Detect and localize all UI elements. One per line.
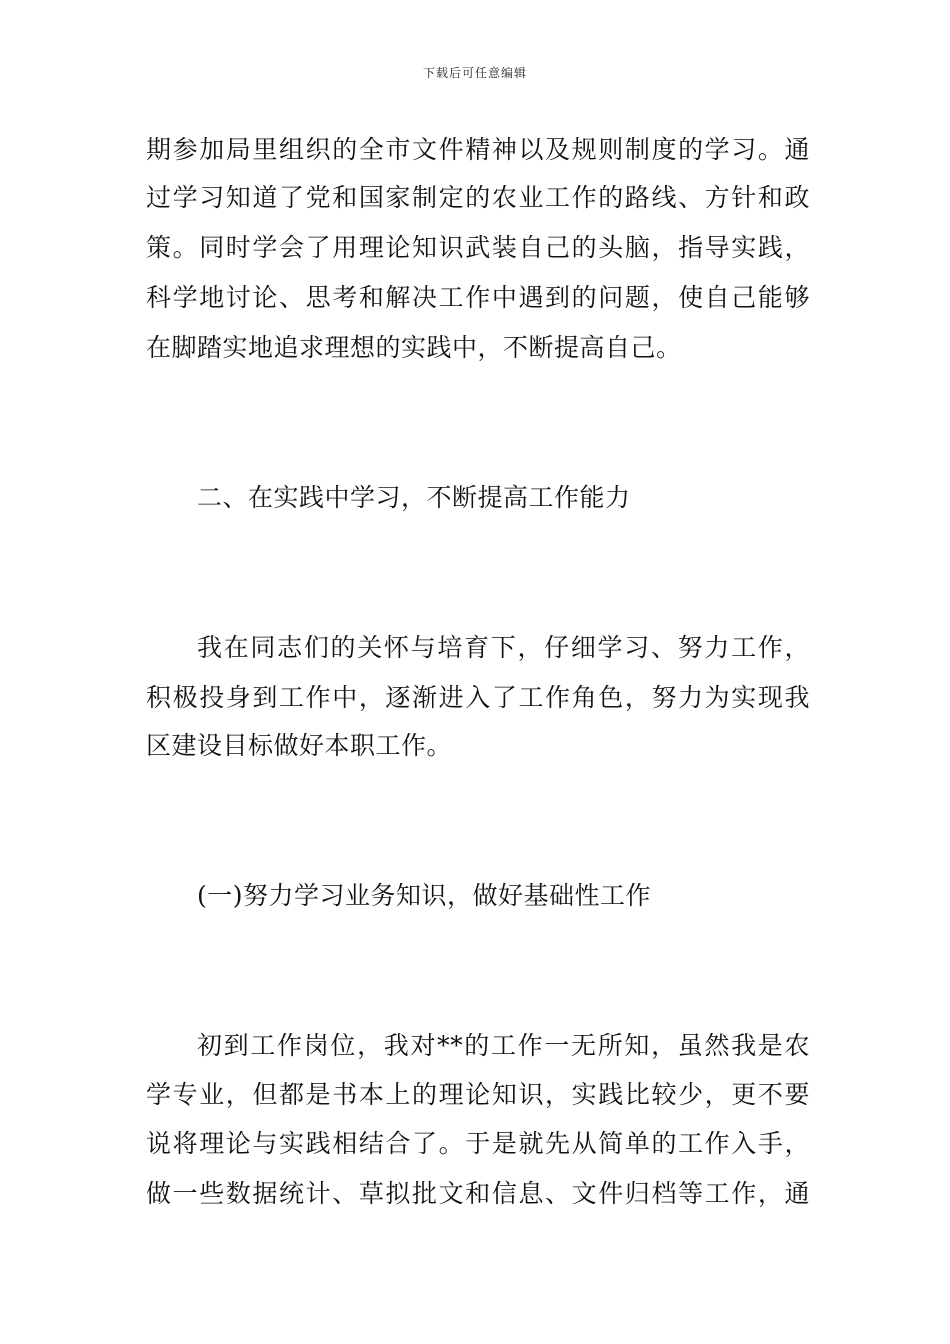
paragraph-line: 说将理论与实践相结合了。于是就先从简单的工作入手， (146, 1129, 810, 1158)
paragraph-line: 科学地讨论、思考和解决工作中遇到的问题，使自己能够 (146, 283, 810, 312)
paragraph-line: 我在同志们的关怀与培育下，仔细学习、努力工作， (197, 633, 810, 662)
page-header-note: 下载后可任意编辑 (422, 66, 527, 80)
paragraph-line: 初到工作岗位，我对**的工作一无所知，虽然我是农 (197, 1031, 810, 1060)
paragraph-line: 过学习知道了党和国家制定的农业工作的路线、方针和政 (146, 183, 810, 212)
section-heading: 二、在实践中学习，不断提高工作能力 (197, 483, 631, 512)
paragraph-line: 学专业，但都是书本上的理论知识，实践比较少，更不要 (146, 1080, 810, 1109)
paragraph-line: 期参加局里组织的全市文件精神以及规则制度的学习。通 (146, 135, 810, 164)
paragraph-line: 积极投身到工作中，逐渐进入了工作角色，努力为实现我 (146, 683, 810, 712)
paragraph-line: 在脚踏实地追求理想的实践中，不断提高自己。 (146, 333, 682, 362)
paragraph-line: 区建设目标做好本职工作。 (146, 731, 453, 760)
paragraph-line: 做一些数据统计、草拟批文和信息、文件归档等工作，通 (146, 1179, 810, 1208)
paragraph-line: 策。同时学会了用理论知识武装自己的头脑，指导实践， (146, 233, 810, 262)
subsection-heading: (一)努力学习业务知识，做好基础性工作 (197, 881, 652, 910)
